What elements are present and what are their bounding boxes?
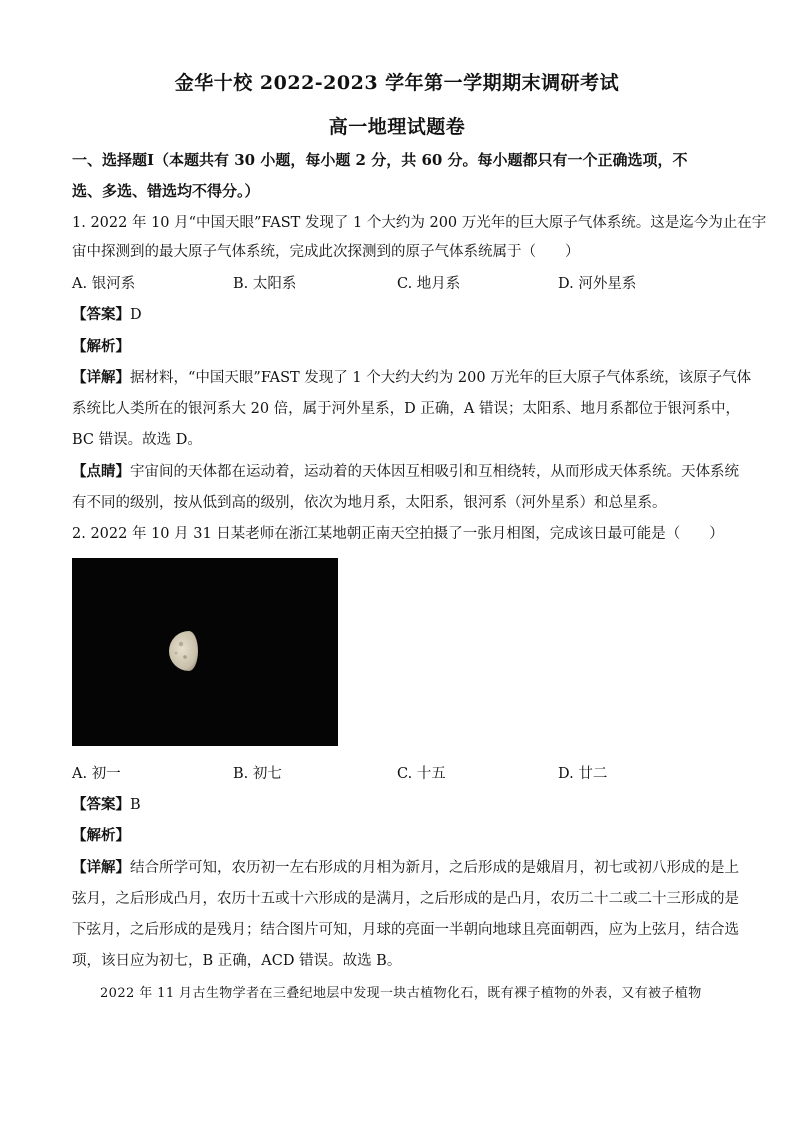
moon-crater [179, 642, 183, 646]
q1-option-b: B. 太阳系 [233, 276, 297, 292]
exam-title: 金华十校 2022-2023 学年第一学期期末调研考试 [174, 72, 620, 94]
moon-crater [175, 652, 178, 655]
q1-point-line2: 有不同的级别，按从低到高的级别，依次为地月系，太阳系，银河系（河外星系）和总星系。 [72, 495, 667, 511]
q1-detail-line3: BC 错误。故选 D。 [72, 432, 202, 448]
q1-point-text1: 宇宙间的天体都在运动着，运动着的天体因互相吸引和互相绕转，从而形成天体系统。天体系统 [130, 464, 739, 480]
exam-subtitle: 高一地理试题卷 [328, 116, 466, 138]
q2-option-c: C. 十五 [397, 766, 446, 782]
q1-analysis-tag: 【解析】 [72, 338, 130, 355]
q1-answer [72, 305, 722, 325]
moon-crater [183, 655, 187, 659]
q1-answer-tag: 【答案】 [72, 306, 130, 323]
q1-point-line1 [72, 462, 739, 482]
q1-detail-line2: 系统比人类所在的银河系大 20 倍，属于河外星系，D 正确，A 错误；太阳系、地月系都位于银河系中， [72, 401, 740, 417]
first-quarter-moon-image [72, 558, 338, 746]
q2-answer [72, 795, 722, 815]
q3-stem-line1: 2022 年 11 月古生物学者在三叠纪地层中发现一块古植物化石，既有裸子植物的外表，又有被子植物 [100, 986, 702, 1001]
q2-detail-line3: 下弦月，之后形成的是残月；结合图片可知，月球的亮面一半朝向地球且亮面朝西，应为上弦月，结合选 [72, 922, 739, 938]
q1-detail-text1: 据材料，“中国天眼”FAST 发现了 1 个大约大约为 200 万光年的巨大原子气体系统，该原子气体 [130, 370, 752, 386]
q1-stem-line2: 宙中探测到的最大原子气体系统，完成此次探测到的原子气体系统属于（ ） [72, 244, 580, 260]
q1-detail-tag: 【详解】 [72, 369, 130, 386]
q2-analysis-tag: 【解析】 [72, 827, 130, 844]
q1-stem-line1: 1. 2022 年 10 月“中国天眼”FAST 发现了 1 个大约为 200 万光年的巨大原子气体系统。这是迄今为止在宇 [72, 215, 767, 231]
q1-option-c: C. 地月系 [397, 276, 461, 292]
q1-answer-value: D [130, 307, 142, 323]
q2-answer-tag: 【答案】 [72, 796, 130, 813]
q2-option-d: D. 廿二 [558, 766, 608, 782]
section-heading-line1: 一、选择题Ⅰ（本题共有 30 小题，每小题 2 分，共 60 分。每小题都只有一个正确选项，不 [72, 151, 688, 169]
q2-detail-tag: 【详解】 [72, 859, 130, 876]
moon-lit-crescent [169, 631, 198, 671]
q1-detail-line1 [72, 368, 752, 388]
q2-detail-line1 [72, 858, 739, 878]
moon-photo [72, 558, 338, 746]
q2-stem-line1: 2. 2022 年 10 月 31 日某老师在浙江某地朝正南天空拍摄了一张月相图，完成该日最可能是（ ） [72, 526, 724, 542]
q1-option-a: A. 银河系 [72, 276, 136, 292]
q2-detail-line4: 项，该日应为初七，B 正确，ACD 错误。故选 B。 [72, 953, 402, 969]
q2-option-a: A. 初一 [72, 766, 121, 782]
q1-option-d: D. 河外星系 [558, 276, 637, 292]
section-heading-line2: 选、多选、错选均不得分。） [72, 182, 260, 200]
q2-detail-line2: 弦月，之后形成凸月，农历十五或十六形成的是满月，之后形成的是凸月，农历二十二或二十三形成的是 [72, 891, 739, 907]
q2-option-b: B. 初七 [233, 766, 282, 782]
q2-answer-value: B [130, 797, 141, 813]
q2-detail-text1: 结合所学可知，农历初一左右形成的月相为新月，之后形成的是娥眉月，初七或初八形成的是上 [130, 860, 739, 876]
q1-point-tag: 【点睛】 [72, 463, 130, 480]
